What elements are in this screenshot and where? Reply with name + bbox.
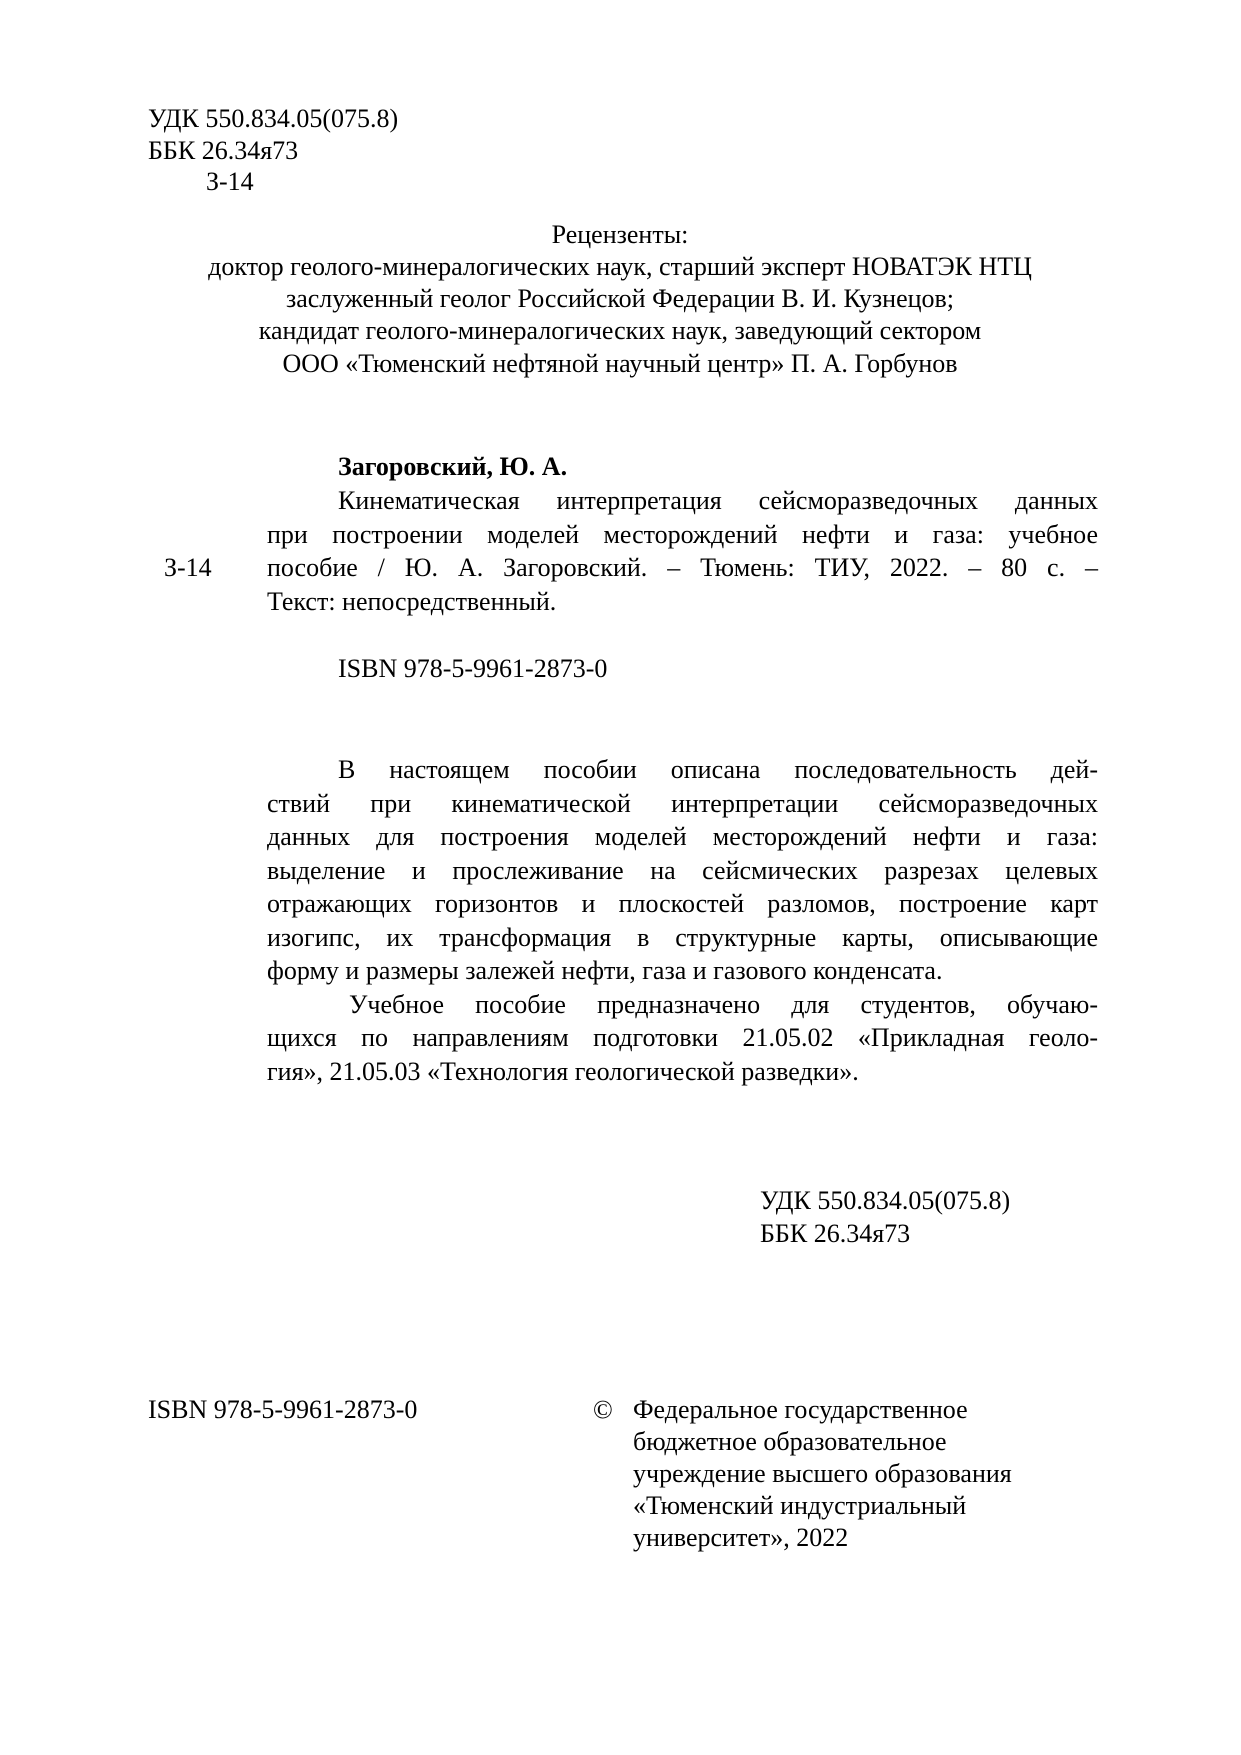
reviewer-line: ООО «Тюменский нефтяной научный центр» П. А. Горбунов bbox=[282, 349, 958, 378]
description-line: Кинематическая интерпретация сейсморазведочных данных bbox=[338, 486, 1098, 515]
author-name: Загоровский, Ю. А. bbox=[338, 452, 568, 481]
abstract-line: отражающих горизонтов и плоскостей разломов, построение карт bbox=[267, 889, 1098, 918]
copyright-line: учреждение высшего образования bbox=[633, 1459, 1012, 1488]
abstract-line: щихся по направлениям подготовки 21.05.02 «Прикладная геоло- bbox=[267, 1023, 1098, 1052]
reviewer-line: кандидат геолого-минералогических наук, заведующий сектором bbox=[258, 316, 982, 345]
udk-top: УДК 550.834.05(075.8) bbox=[148, 104, 399, 133]
catalog-description bbox=[267, 484, 1098, 618]
catalog-isbn: ISBN 978-5-9961-2873-0 bbox=[338, 654, 608, 683]
bbk-bottom: ББК 26.34я73 bbox=[760, 1219, 911, 1248]
description-line: пособие / Ю. А. Загоровский. – Тюмень: ТИУ, 2022. – 80 с. – bbox=[267, 553, 1098, 582]
description-line: Текст: непосредственный. bbox=[267, 586, 557, 616]
reviewer-line: заслуженный геолог Российской Федерации В. И. Кузнецов; bbox=[285, 284, 955, 313]
abstract-line: гия», 21.05.03 «Технология геологической разведки». bbox=[267, 1056, 859, 1086]
copyright-line: «Тюменский индустриальный bbox=[633, 1491, 967, 1520]
abstract-line: Учебное пособие предназначено для студентов, обучаю- bbox=[349, 989, 1098, 1019]
copyright-line: бюджетное образовательное bbox=[633, 1427, 947, 1456]
abstract-line: ствий при кинематической интерпретации сейсморазведочных bbox=[267, 788, 1098, 818]
isbn-bottom: ISBN 978-5-9961-2873-0 bbox=[148, 1395, 418, 1424]
reviewers-title: Рецензенты: bbox=[551, 220, 689, 249]
author-mark-top: З-14 bbox=[206, 167, 254, 196]
abstract-line: изогипс, их трансформация в структурные карты, описывающие bbox=[267, 922, 1098, 952]
side-author-mark: З-14 bbox=[164, 553, 212, 582]
copyright-line: Федеральное государственное bbox=[633, 1395, 968, 1424]
abstract-line: выделение и прослеживание на сейсмических разрезах целевых bbox=[267, 855, 1098, 885]
abstract-line: В настоящем пособии описана последовательность дей- bbox=[338, 755, 1098, 784]
abstract-line: форму и размеры залежей нефти, газа и газового конденсата. bbox=[267, 956, 943, 985]
abstract bbox=[267, 753, 1098, 1088]
udk-bottom: УДК 550.834.05(075.8) bbox=[760, 1186, 1011, 1215]
reviewer-line: доктор геолого-минералогических наук, старший эксперт НОВАТЭК НТЦ bbox=[208, 252, 1032, 281]
copyright-icon: © bbox=[593, 1395, 613, 1424]
description-line: при построении моделей месторождений нефти и газа: учебное bbox=[267, 519, 1098, 549]
copyright-line: университет», 2022 bbox=[633, 1523, 849, 1552]
bbk-top: ББК 26.34я73 bbox=[148, 136, 299, 165]
abstract-line: данных для построения моделей месторождений нефти и газа: bbox=[267, 822, 1098, 851]
